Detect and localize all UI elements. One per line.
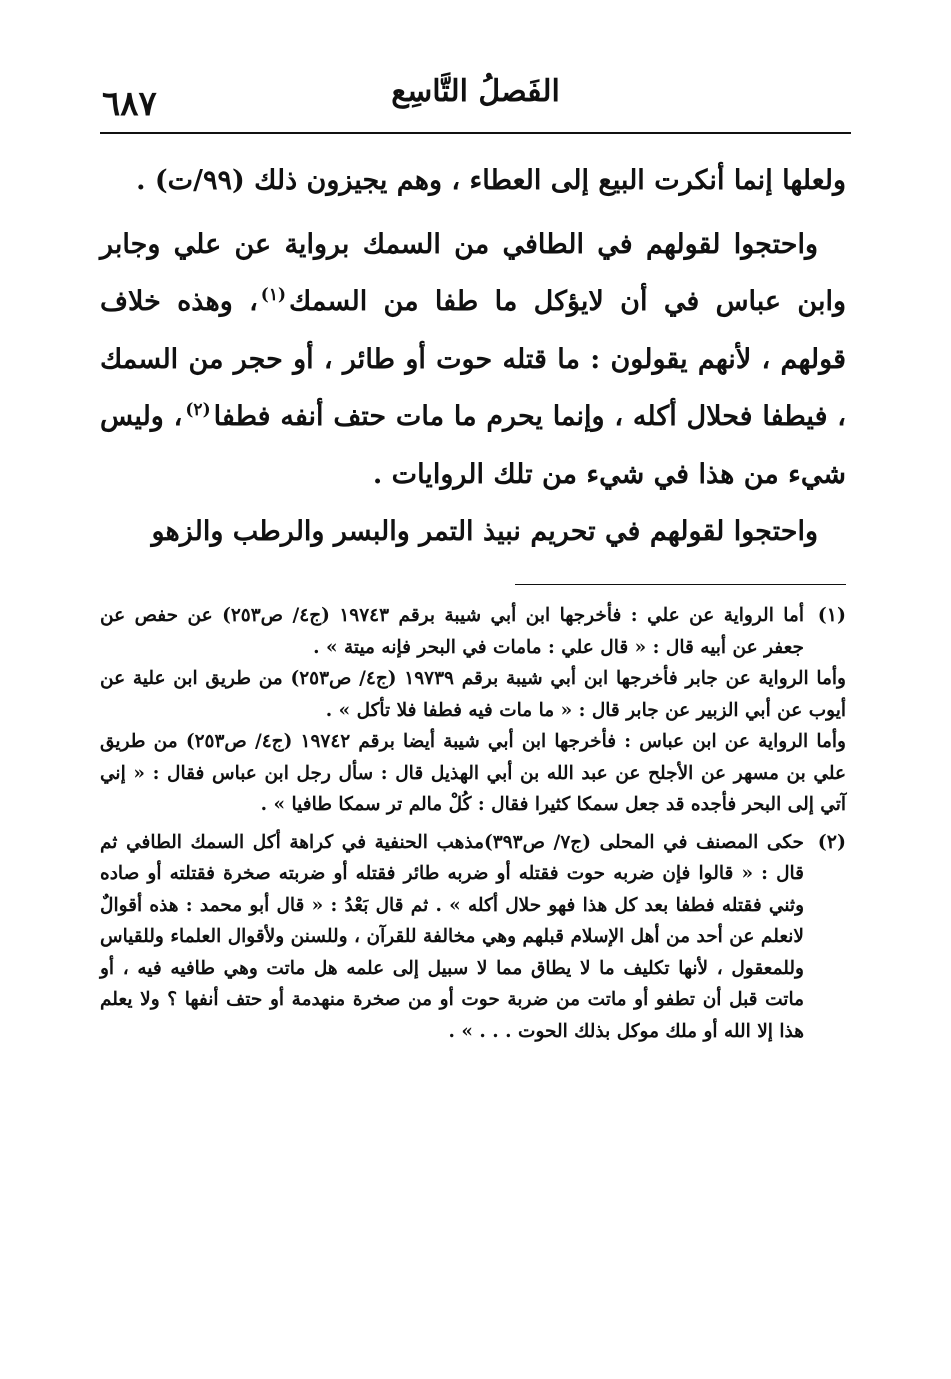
body-paragraph: ولعلها إنما أنكرت البيع إلى العطاء ، وهم يجيزون ذلك (٩٩/ت) . (136, 165, 846, 196)
body-text-segment: ، وهذه خلاف قولهم ، لأنهم يقولون : ما قتله حوت أو طائر ، أو حجر من السمك ، فيطفا فحلال أكله ، وإنما يحرم ما مات حتف أنفه فطفا (100, 286, 847, 432)
footnote-paragraph: حكى المصنف في المحلى (ج٧/ ص٣٩٣)مذهب الحنفية في كراهة أكل السمك الطافي ثم قال : « قالوا فإن ضربه حوت فقتله أو ضربه طائر فقتله أو ضربته صخرة فقتلته أو صاده وثني فقتله فطفا بعد كل هذا فهو حلال أكله » . ثم قال بَعْدُ : « قال أبو محمد : هذه أقوالٌ لانعلم عن أحد من أهل الإسلام قبلهم وهي مخالفة للقرآن ، وللسنن ولأقوال العلماء وللقياس وللمعقول ، لأنها تكليف ما لا يطاق مما لا سبيل إلى علمه هل ماتت وهي طافيه فيه ، أو ماتت قبل أن تطفو أو ماتت من ضربة حوت أو من صخرة منهدمة أو حتف أنفها ؟ ولا يعلم هذا إلا الله أو ملك موكل بذلك الحوت . . . » . (100, 831, 804, 1042)
footnotes (100, 600, 846, 1053)
body-paragraph: واحتجوا لقولهم في تحريم نبيذ التمر والبسر والرطب والزهو (151, 516, 818, 547)
body-paragraph (100, 216, 846, 504)
footnote-paragraph: أما الرواية عن علي : فأخرجها ابن أبي شيبة برقم ١٩٧٤٣ (ج٤/ ص٢٥٣) عن حفص عن جعفر عن أبيه قال : « قال علي : مامات في البحر فإنه ميتة » . (100, 605, 804, 658)
footnote (100, 827, 846, 1048)
main-text (100, 152, 846, 561)
footnote-separator (515, 584, 846, 585)
running-header (100, 70, 851, 128)
header-rule (100, 132, 851, 134)
footnote (100, 600, 846, 821)
body-text-segment: ، وليس شيء من هذا في شيء من تلك الروايات . (100, 401, 846, 490)
page-number: ٦٨٧ (102, 84, 157, 124)
footnote-marker: (٢) (817, 830, 846, 853)
footnote-paragraph: وأما الرواية عن ابن عباس : فأخرجها ابن أبي شيبة أيضا برقم ١٩٧٤٢ (ج٤/ ص٢٥٣) من طريق علي بن مسهر عن الأجلح عن عبد الله بن أبي الهذيل قال : سأل رجل ابن عباس فقال : « إني آتي إلى البحر فأجده قد جعل سمكا كثيرا فقال : كُلْ مالم تر سمكا طافيا » . (100, 731, 846, 815)
body-text-segment: واحتجوا لقولهم في الطافي من السمك برواية عن علي وجابر وابن عباس في أن لايؤكل ما طفا من السمك (100, 228, 846, 317)
footnote-reference[interactable]: (١) (260, 285, 287, 305)
footnote-marker: (١) (817, 604, 846, 626)
chapter-title: الفَصلُ التَّاسِع (391, 74, 560, 109)
footnote-reference[interactable]: (٢) (185, 400, 211, 420)
footnote-paragraph: وأما الرواية عن جابر فأخرجها ابن أبي شيبة برقم ١٩٧٣٩ (ج٤/ ص٢٥٣) من طريق ابن علية عن أيوب عن أبي الزبير عن جابر قال : « ما مات فيه فطفا فلا تأكل » . (100, 668, 846, 721)
